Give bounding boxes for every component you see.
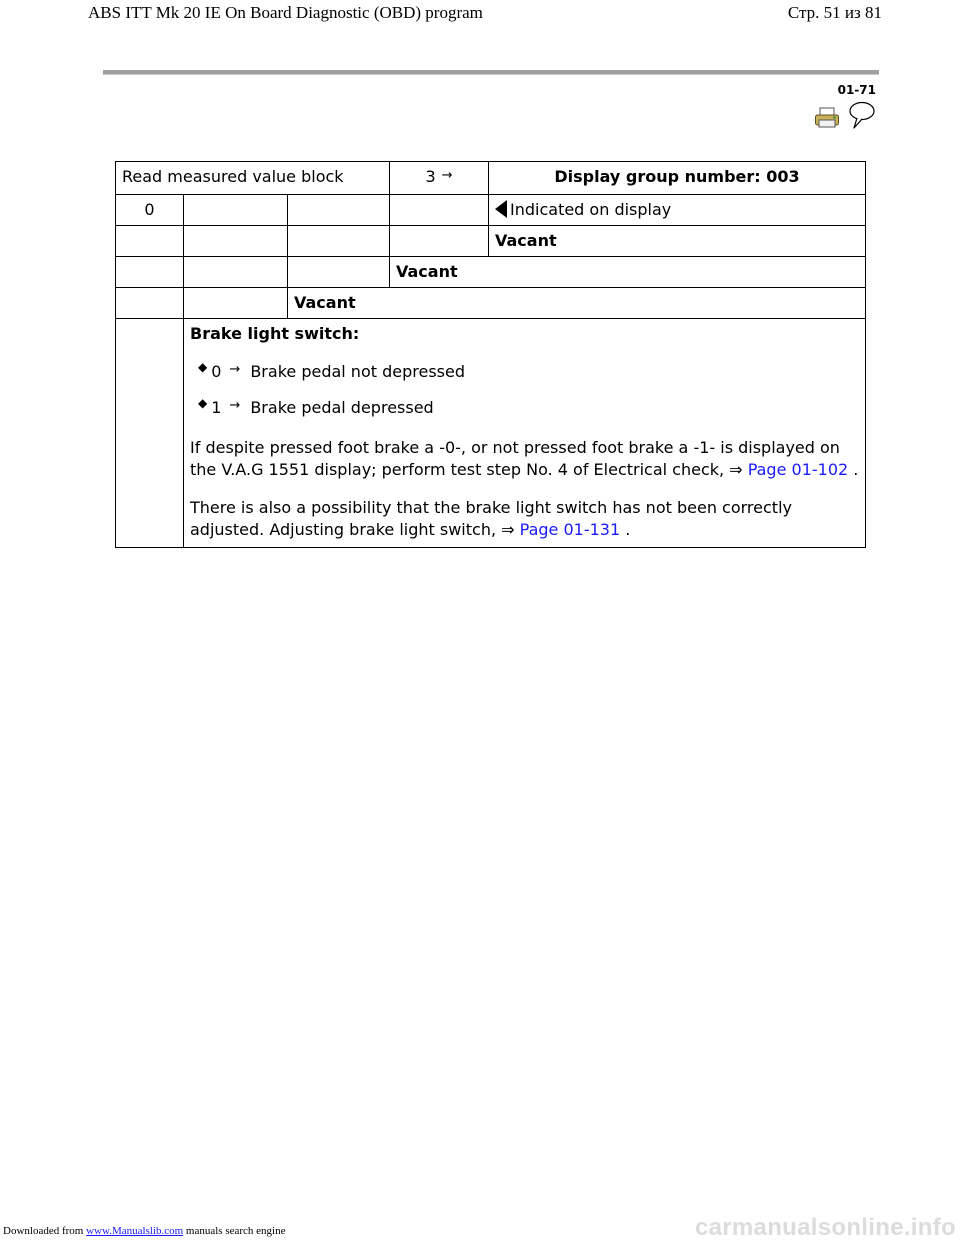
read-block-label: Read measured value block [122, 167, 344, 186]
diamond-bullet-icon: ◆ [198, 396, 208, 410]
table-row [116, 288, 866, 319]
download-footer [3, 1225, 285, 1237]
arrow-right-icon: → [229, 362, 241, 377]
vacant-label: Vacant [396, 262, 458, 281]
table-row [116, 226, 866, 257]
triangle-left-icon [495, 200, 507, 218]
list-item [190, 397, 859, 421]
display-field-1 [116, 195, 184, 226]
field-value: 0 [144, 200, 155, 219]
empty-cell [184, 288, 288, 319]
page-indicator: Стр. 51 из 81 [787, 3, 882, 22]
display-group-cell [489, 162, 866, 195]
empty-cell [116, 288, 184, 319]
footer-suffix: manuals search engine [185, 1225, 286, 1237]
vacant-cell-field3 [390, 257, 866, 288]
indicated-cell [489, 195, 866, 226]
brake-light-title: Brake light switch: [190, 324, 360, 343]
list-item [190, 361, 859, 385]
header-divider [103, 70, 879, 75]
vacant-label: Vacant [495, 231, 557, 250]
brake-light-cell [184, 319, 866, 548]
adjustment-paragraph [190, 497, 859, 541]
empty-cell [116, 319, 184, 548]
check-instruction-paragraph [190, 437, 859, 481]
vacant-cell-field2 [288, 288, 866, 319]
measured-value-table [115, 161, 866, 548]
empty-cell [184, 257, 288, 288]
watermark: carmanualsonline.info [694, 1214, 956, 1241]
bullet-text: Brake pedal depressed [250, 398, 434, 417]
group-value-cell [390, 162, 489, 195]
header-label-cell [116, 162, 390, 195]
page-01-131-link[interactable]: Page 01-131 [519, 520, 621, 539]
empty-cell [116, 257, 184, 288]
page-01-102-link[interactable]: Page 01-102 [747, 460, 849, 479]
indicated-label: Indicated on display [510, 200, 672, 219]
vacant-label: Vacant [294, 293, 356, 312]
document-title: ABS ITT Mk 20 IE On Board Diagnostic (OBD) program [88, 3, 483, 22]
diamond-bullet-icon: ◆ [198, 360, 208, 374]
vacant-cell-field4 [489, 226, 866, 257]
bullet-text: Brake pedal not depressed [250, 362, 465, 381]
display-field-2 [184, 195, 288, 226]
paragraph-end: . [625, 520, 631, 539]
page-number: 01-71 [837, 83, 876, 97]
table-row [116, 195, 866, 226]
display-field-4 [390, 195, 489, 226]
paragraph-end: . [853, 460, 859, 479]
display-group-title: Display group number: 003 [554, 167, 800, 186]
arrow-right-icon: → [229, 398, 241, 413]
table-header-row [116, 162, 866, 195]
arrow-right-icon: → [441, 168, 453, 183]
manualslib-link[interactable]: www.Manualslib.com [86, 1225, 184, 1237]
bullet-value: 1 [211, 398, 222, 417]
downloaded-prefix: Downloaded from [3, 1225, 84, 1237]
table-row [116, 257, 866, 288]
paragraph-text: If despite pressed foot brake a -0-, or not pressed foot brake a -1- is displayed on the V.A.G 1551 display; perform test step No. 4 of Electrical check, ⇒ [190, 438, 840, 479]
paragraph-text: There is also a possibility that the brake light switch has not been correctly adjusted. Adjusting brake light switch, ⇒ [190, 498, 792, 539]
empty-cell [116, 226, 184, 257]
group-value: 3 [425, 167, 436, 186]
empty-cell [288, 257, 390, 288]
empty-cell [184, 226, 288, 257]
speech-bubble-icon[interactable] [846, 101, 876, 129]
empty-cell [390, 226, 489, 257]
empty-cell [288, 226, 390, 257]
bullet-value: 0 [211, 362, 222, 381]
printer-icon[interactable] [814, 107, 840, 129]
display-field-3 [288, 195, 390, 226]
table-row [116, 319, 866, 548]
